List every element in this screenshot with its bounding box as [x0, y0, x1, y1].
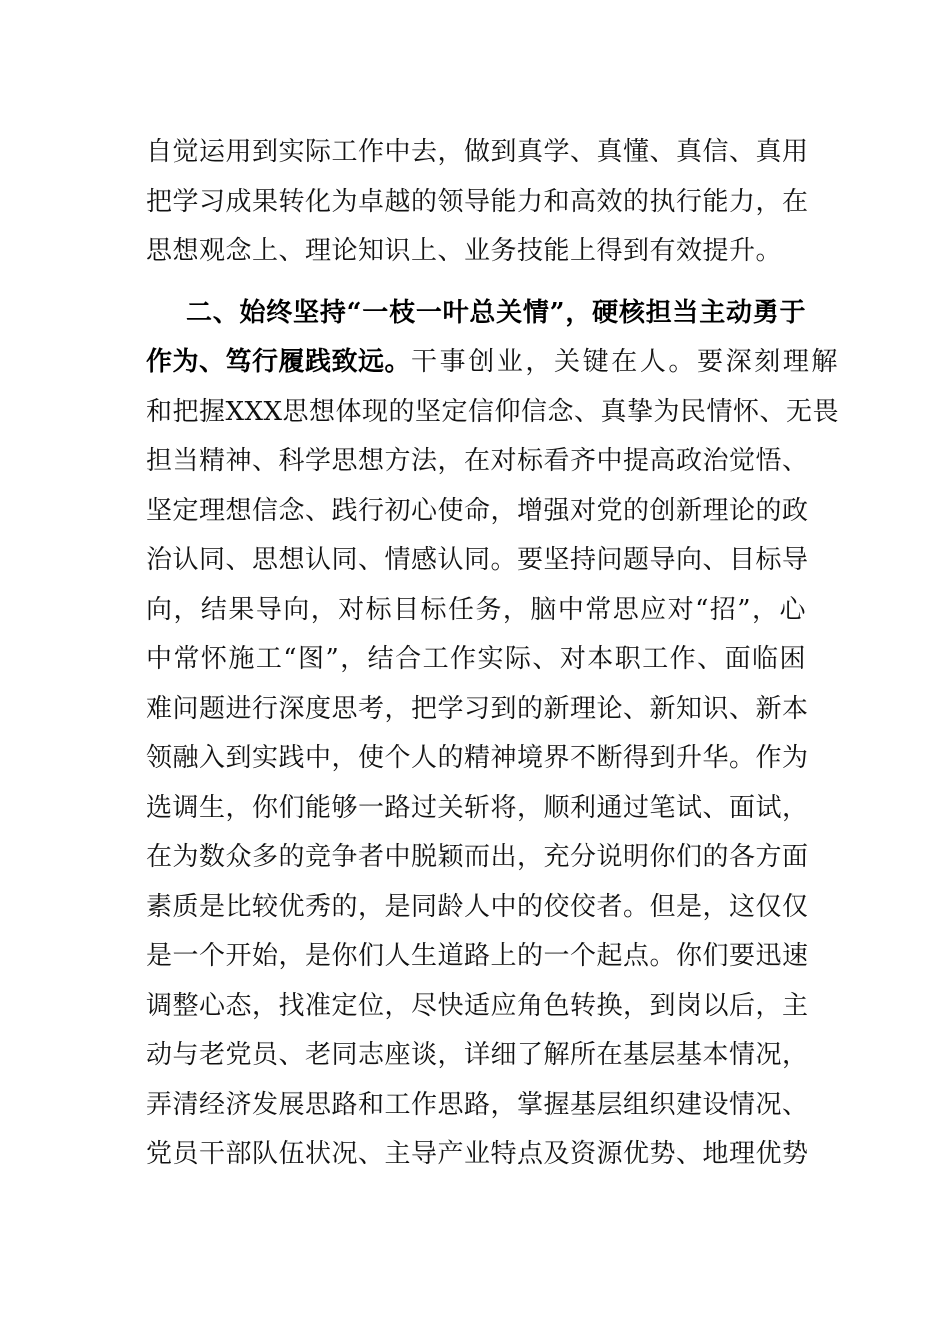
text-line-3: 思想观念上、理论知识上、业务技能上得到有效提升。 [146, 236, 783, 266]
text-line-13: 领融入到实践中，使个人的精神境界不断得到升华。作为 [146, 743, 809, 773]
text-line-14: 选调生，你们能够一路过关斩将，顺利通过笔试、面试， [146, 793, 809, 823]
text-line-7: 担当精神、科学思想方法，在对标看齐中提高政治觉悟、 [146, 446, 809, 476]
text-line-17: 是一个开始，是你们人生道路上的一个起点。你们要迅速 [146, 941, 809, 971]
text-line-15: 在为数众多的竞争者中脱颖而出，充分说明你们的各方面 [146, 842, 809, 872]
text-line-9: 治认同、思想认同、情感认同。要坚持问题导向、目标导 [146, 545, 809, 575]
text-line-19: 动与老党员、老同志座谈，详细了解所在基层基本情况， [146, 1040, 809, 1070]
text-line-20: 弄清经济发展思路和工作思路，掌握基层组织建设情况、 [146, 1090, 809, 1120]
text-line-10: 向，结果导向，对标目标任务，脑中常思应对“招”，心 [146, 595, 806, 625]
section-heading-continuation: 作为、笃行履践致远。 [146, 347, 412, 377]
text-line-16: 素质是比较优秀的，是同龄人中的佼佼者。但是，这仅仅 [146, 892, 809, 922]
text-line-21: 党员干部队伍状况、主导产业特点及资源优势、地理优势 [146, 1139, 809, 1169]
text-line-18: 调整心态，找准定位，尽快适应角色转换，到岗以后，主 [146, 991, 809, 1021]
text-line-8: 坚定理想信念、践行初心使命，增强对党的创新理论的政 [146, 496, 809, 526]
text-line-6: 和把握XXX思想体现的坚定信仰信念、真挚为民情怀、无畏 [146, 397, 840, 427]
text-line-1: 自觉运用到实际工作中去，做到真学、真懂、真信、真用 [146, 137, 809, 167]
text-line-11: 中常怀施工“图”，结合工作实际、对本职工作、面临困 [146, 644, 806, 674]
section-heading-line-2 [146, 342, 841, 382]
paragraph-start: 干事创业，关键在人。要深刻理解 [411, 347, 841, 377]
section-heading-line-1: 二、始终坚持“一枝一叶总关情”，硬核担当主动勇于 [186, 298, 806, 328]
text-line-2: 把学习成果转化为卓越的领导能力和高效的执行能力，在 [146, 187, 809, 217]
text-line-12: 难问题进行深度思考，把学习到的新理论、新知识、新本 [146, 694, 809, 724]
